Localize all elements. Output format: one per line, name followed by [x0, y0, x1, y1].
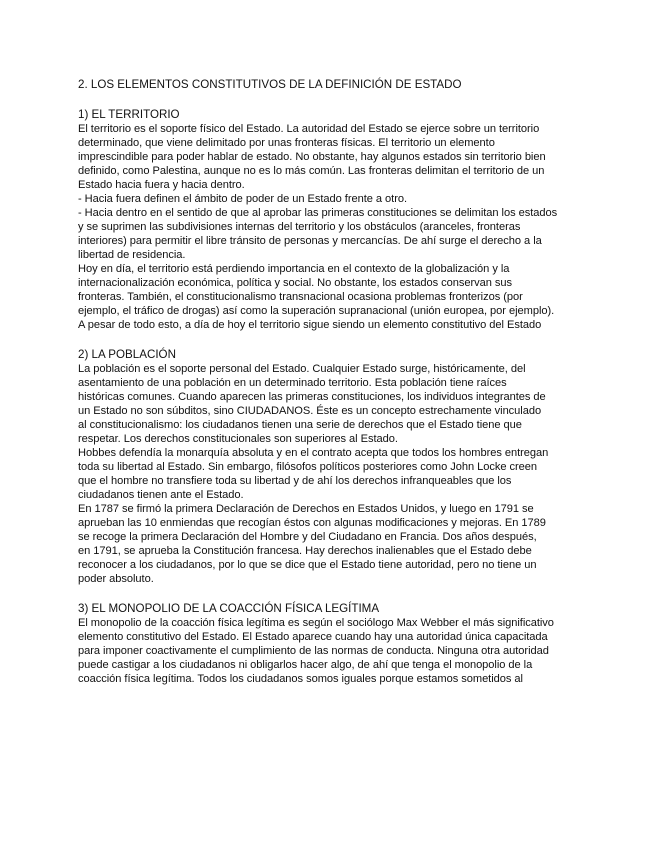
text-line: asentamiento de una población en un determinado territorio. Esta población tiene raíces: [78, 377, 507, 389]
text-line: fronteras. También, el constitucionalismo transnacional ocasiona problemas fronterizos (por: [78, 291, 523, 303]
text-line: toda su libertad al Estado. Sin embargo, filósofos políticos posteriores como John Locke creen: [78, 461, 538, 473]
text-line: En 1787 se firmó la primera Declaración de Derechos en Estados Unidos, y luego en 1791 se: [78, 503, 534, 515]
text-line: El monopolio de la coacción física legítima es según el sociólogo Max Webber el más significativo: [78, 617, 554, 629]
text-line: definido, como Palestina, aunque no es lo más común. Las fronteras delimitan el territorio de un: [78, 165, 545, 177]
text-line: que el hombre no transfiere toda su libertad y de ahí los derechos infranqueables que los: [78, 475, 512, 487]
text-line: y se suprimen las subdivisiones internas del territorio y los obstáculos (aranceles, fronteras: [78, 221, 521, 233]
text-line: libertad de residencia.: [78, 249, 186, 261]
text-line: aprueban las 10 enmiendas que recogían éstos con algunas modificaciones y mejoras. En 1789: [78, 517, 546, 529]
text-line: históricas comunes. Cuando aparecen las primeras constituciones, los individuos integrantes de: [78, 391, 546, 403]
section-heading: 2) LA POBLACIÓN: [78, 348, 176, 361]
text-line: coacción física legítima. Todos los ciudadanos somos iguales porque estamos sometidos al: [78, 673, 523, 685]
section-text: [78, 362, 578, 586]
section-text: [78, 616, 578, 686]
text-line: interiores) para permitir el libre tránsito de personas y mercancías. De ahí surge el derecho a la: [78, 235, 542, 247]
sections-container: [78, 108, 578, 686]
section-3: [78, 602, 578, 686]
text-line: respetar. Los derechos constitucionales son superiores al Estado.: [78, 433, 398, 445]
text-line: para imponer coactivamente el cumplimiento de las normas de conducta. Ninguna otra autoridad: [78, 645, 549, 657]
section-heading: 3) EL MONOPOLIO DE LA COACCIÓN FÍSICA LEGÍTIMA: [78, 602, 380, 615]
text-line: poder absoluto.: [78, 573, 154, 585]
text-line: Hobbes defendía la monarquía absoluta y en el contrato acepta que todos los hombres entregan: [78, 447, 549, 459]
text-line: imprescindible para poder hablar de estado. No obstante, hay algunos estados sin territorio bien: [78, 151, 546, 163]
text-line: un Estado no son súbditos, sino CIUDADANOS. Éste es un concepto estrechamente vinculado: [78, 405, 542, 417]
text-line: A pesar de todo esto, a día de hoy el territorio sigue siendo un elemento constitutivo del Estado: [78, 319, 542, 331]
text-line: determinado, que viene delimitado por unas fronteras físicas. El territorio un elemento: [78, 137, 495, 149]
section-heading: 1) EL TERRITORIO: [78, 108, 180, 121]
text-line: ejemplo, el tráfico de drogas) así como la superación supranacional (unión europea, por ejemplo).: [78, 305, 555, 317]
text-line: al constitucionalismo: los ciudadanos tienen una serie de derechos que el Estado tiene que: [78, 419, 522, 431]
text-line: ciudadanos tienen ante el Estado.: [78, 489, 244, 501]
text-line: Estado hacia fuera y hacia dentro.: [78, 179, 245, 191]
section-1: [78, 108, 578, 332]
text-line: en 1791, se aprueba la Constitución francesa. Hay derechos inalienables que el Estado debe: [78, 545, 532, 557]
text-line: elemento constitutivo del Estado. El Estado aparece cuando hay una autoridad única capacitada: [78, 631, 548, 643]
text-line: reconocer a los ciudadanos, por lo que se dice que el Estado tiene autoridad, pero no tiene un: [78, 559, 537, 571]
text-line: Hoy en día, el territorio está perdiendo importancia en el contexto de la globalización y la: [78, 263, 510, 275]
section-2: [78, 348, 578, 586]
document-body: [78, 78, 578, 702]
text-line: internacionalización económica, política y social. No obstante, los estados conservan sus: [78, 277, 512, 289]
document-title: 2. LOS ELEMENTOS CONSTITUTIVOS DE LA DEFINICIÓN DE ESTADO: [78, 78, 462, 91]
text-line: - Hacia dentro en el sentido de que al aprobar las primeras constituciones se delimitan los estados: [78, 207, 558, 219]
text-line: puede castigar a los ciudadanos ni obligarlos hacer algo, de ahí que tenga el monopolio de la: [78, 659, 533, 671]
text-line: El territorio es el soporte físico del Estado. La autoridad del Estado se ejerce sobre un territorio: [78, 123, 540, 135]
text-line: se recoge la primera Declaración del Hombre y del Ciudadano en Francia. Dos años después,: [78, 531, 537, 543]
section-text: [78, 122, 578, 332]
text-line: - Hacia fuera definen el ámbito de poder de un Estado frente a otro.: [78, 193, 408, 205]
text-line: La población es el soporte personal del Estado. Cualquier Estado surge, históricamente, del: [78, 363, 526, 375]
